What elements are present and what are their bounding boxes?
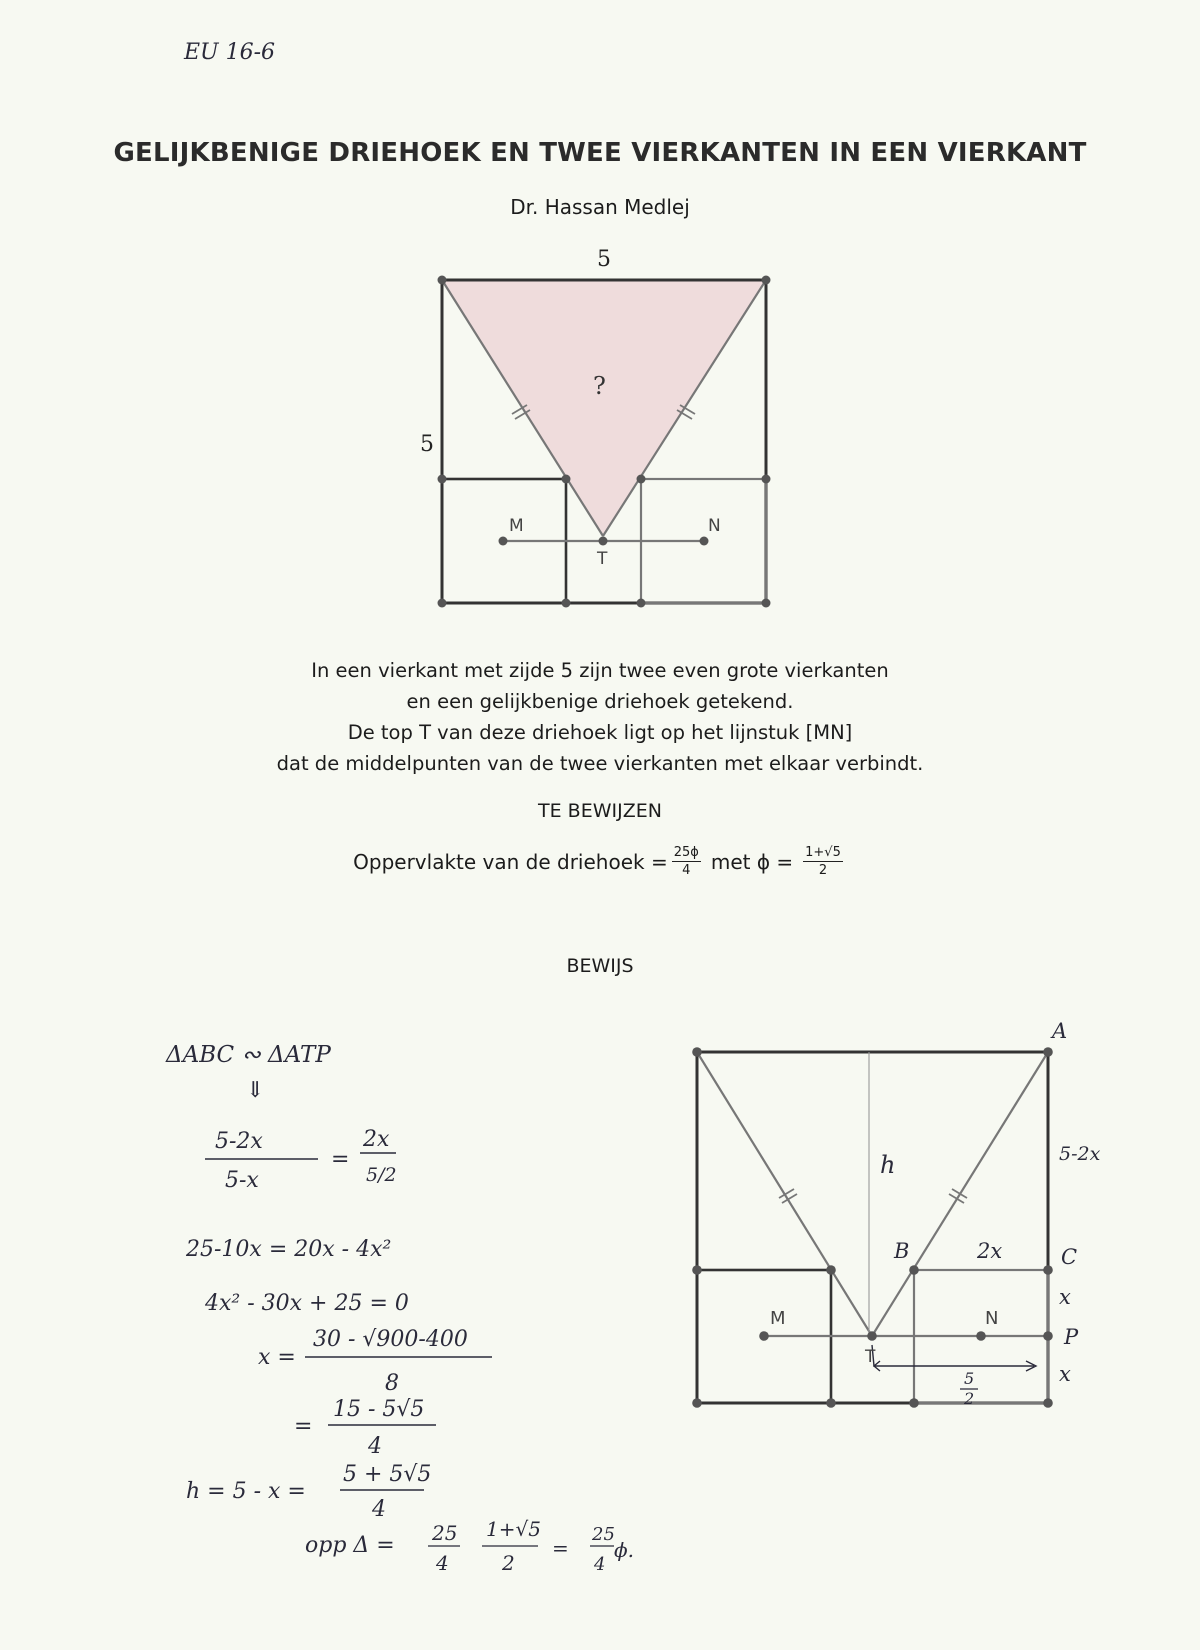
page-title: GELIJKBENIGE DRIEHOEK EN TWEE VIERKANTEN IN EEN VIERKANT	[113, 138, 1087, 168]
fig2-label-b: B	[894, 1239, 910, 1263]
eq1-right-num: 2x	[363, 1127, 390, 1152]
eq5-left: =	[294, 1414, 313, 1439]
fig2-label-m: M	[770, 1308, 786, 1329]
eq1-left-den: 5-x	[225, 1168, 259, 1193]
eq6-num: 5 + 5√5	[343, 1462, 432, 1487]
eq5-num: 15 - 5√5	[333, 1397, 425, 1422]
eq7-res-den: 4	[594, 1554, 606, 1575]
eq7-f1-den: 4	[436, 1551, 449, 1575]
eq4-left: x =	[258, 1345, 296, 1370]
eq7-f2-den: 2	[502, 1551, 515, 1575]
intro-line: De top T van deze driehoek ligt op het lijnstuk [MN]	[347, 721, 853, 744]
fig1-point-t: T	[597, 549, 608, 569]
fig2-label-5m2x: 5-2x	[1059, 1143, 1101, 1165]
prove-heading: TE BEWIJZEN	[538, 800, 662, 822]
formula-frac-1: $\frac{25\phi}{4}$	[673, 845, 699, 878]
fig2-label-2x: 2x	[977, 1239, 1003, 1263]
eq7-res-tail: ϕ.	[614, 1538, 634, 1562]
fig2-label-h: h	[880, 1151, 896, 1179]
proof-heading: BEWIJS	[566, 955, 634, 977]
intro-line: dat de middelpunten van de twee vierkanten met elkaar verbindt.	[276, 752, 924, 775]
eq7-f1-num: 25	[432, 1521, 458, 1545]
eq1-eq: =	[331, 1147, 350, 1172]
eq7-left: opp Δ =	[305, 1533, 395, 1558]
eq7-res-num: 25	[592, 1524, 615, 1545]
intro-line: In een vierkant met zijde 5 zijn twee even grote vierkanten	[311, 659, 889, 682]
formula-prefix: Oppervlakte van de driehoek =	[353, 849, 668, 874]
header-note: EU 16-6	[184, 40, 276, 65]
eq3: 4x² - 30x + 25 = 0	[205, 1291, 409, 1316]
proof-arrow: ⇓	[246, 1078, 265, 1103]
fig2-label-half-num: 5	[964, 1369, 975, 1388]
eq7-f2-num: 1+√5	[486, 1517, 541, 1541]
eq1-right-den: 5/2	[366, 1164, 397, 1186]
fig2-label-a: A	[1052, 1019, 1068, 1043]
fig2-label-half-den: 2	[964, 1389, 975, 1408]
fig1-label-top: 5	[597, 247, 611, 272]
fig1-question: ?	[593, 372, 606, 400]
formula-frac-2: $\frac{1+√5}{2}$	[805, 845, 841, 878]
fig1-point-n: N	[708, 516, 721, 536]
eq2: 25-10x = 20x - 4x²	[186, 1237, 392, 1262]
eq4-num: 30 - √900-400	[313, 1327, 468, 1352]
author: Dr. Hassan Medlej	[510, 195, 690, 219]
eq6-den: 4	[372, 1497, 386, 1522]
fig2-label-p: P	[1064, 1325, 1079, 1349]
fig1-point-m: M	[509, 516, 524, 536]
formula-middle: met ϕ =	[710, 849, 794, 874]
fig2-label-x1: x	[1059, 1285, 1071, 1309]
eq7-eq: =	[552, 1536, 569, 1560]
fig2-label-t: T	[865, 1347, 876, 1367]
fig1-label-left: 5	[420, 432, 434, 457]
intro-line: en een gelijkbenige driehoek getekend.	[406, 690, 794, 713]
eq4-den: 8	[385, 1371, 399, 1396]
fig2-label-x2: x	[1059, 1362, 1071, 1386]
fig2-label-n: N	[985, 1308, 999, 1329]
fig2-label-c: C	[1061, 1245, 1078, 1269]
eq1-left-num: 5-2x	[215, 1129, 263, 1154]
proof-similarity: ΔABC ∾ ΔATP	[166, 1042, 331, 1068]
eq6-left: h = 5 - x =	[186, 1479, 306, 1504]
eq5-den: 4	[368, 1434, 382, 1459]
